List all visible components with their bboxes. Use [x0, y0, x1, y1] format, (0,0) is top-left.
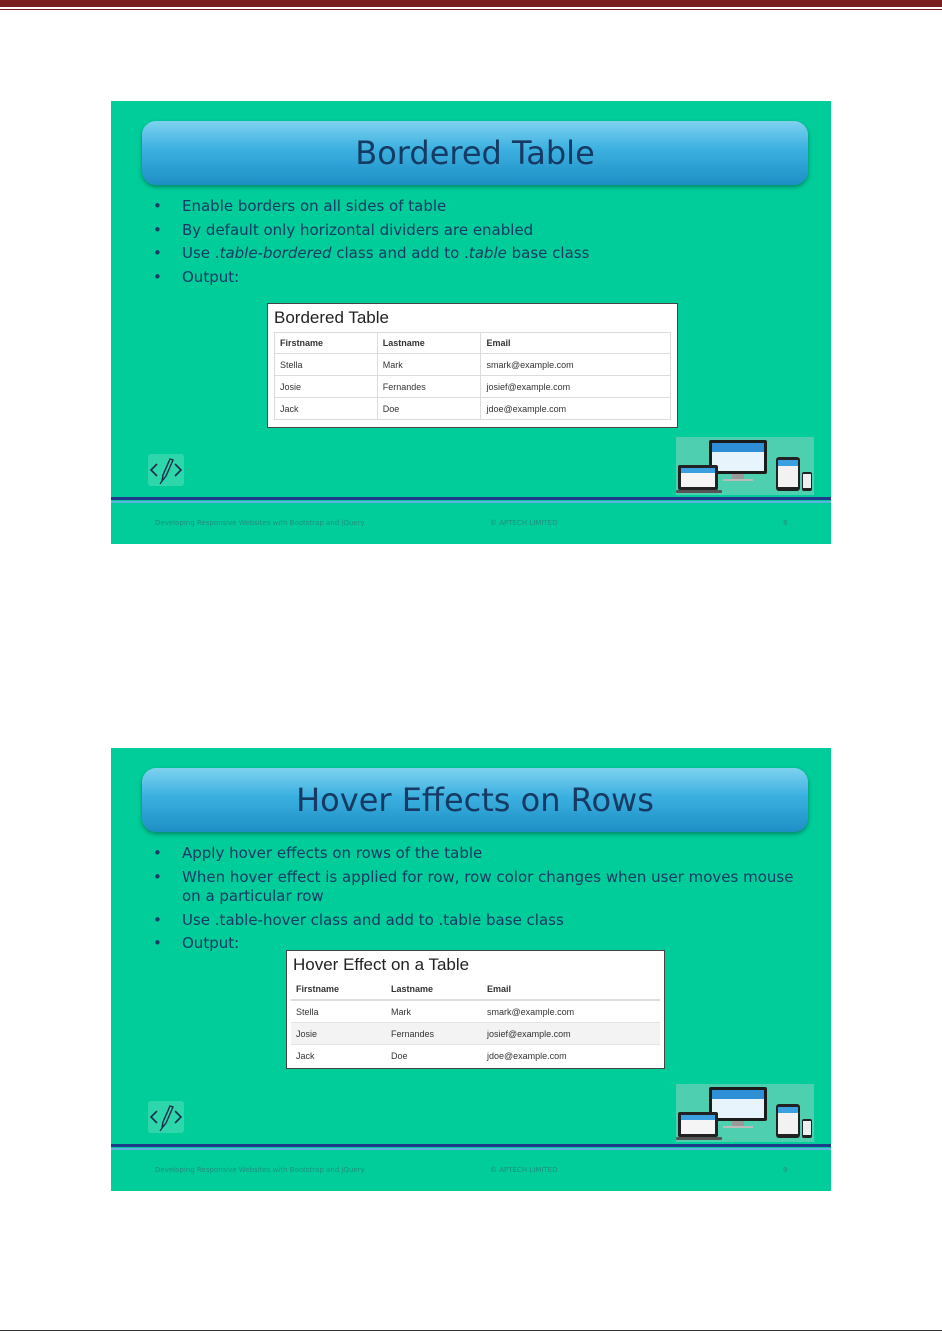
- slide-bordered-table: [111, 101, 831, 544]
- bullet-text: Enable borders on all sides of table: [182, 197, 447, 215]
- table-cell: Mark: [386, 1000, 482, 1023]
- bullet-list: [153, 197, 803, 291]
- bullet-text: class and add to .: [331, 244, 469, 262]
- hover-table: [291, 979, 660, 1066]
- footer-course-title: Developing Responsive Websites with Bootstrap and jQuery: [155, 1166, 365, 1174]
- responsive-devices-icon: [676, 437, 814, 495]
- bordered-table: [274, 332, 671, 420]
- table-row: [275, 398, 671, 420]
- bullet-text: When hover effect is applied for row, row color changes when user moves mouse on a particular row: [182, 867, 794, 905]
- bullet-item: [153, 197, 803, 217]
- bullet-text: Apply hover effects on rows of the table: [182, 844, 483, 862]
- column-header: Email: [482, 979, 660, 1000]
- table-row[interactable]: [291, 1045, 660, 1067]
- bullet-marker: •: [153, 934, 162, 952]
- output-table-title: Hover Effect on a Table: [293, 955, 470, 974]
- code-pen-icon: [148, 1101, 184, 1133]
- bullet-item: [153, 221, 803, 241]
- bullet-text: Output:: [182, 934, 240, 952]
- table-cell: Josie: [275, 376, 378, 398]
- footer-divider: [111, 497, 831, 500]
- table-cell: Stella: [291, 1000, 386, 1023]
- bullet-text: Output:: [182, 267, 240, 286]
- column-header: Email: [481, 333, 671, 354]
- bullet-marker: •: [153, 267, 162, 286]
- bullet-list: [153, 844, 803, 958]
- bullet-marker: •: [153, 910, 162, 929]
- table-cell: Mark: [377, 354, 481, 376]
- table-cell: Fernandes: [386, 1023, 482, 1045]
- page-header-bar: [0, 0, 942, 7]
- slide-title-bar: [142, 121, 808, 185]
- table-header-row: [275, 333, 671, 354]
- table-cell: josief@example.com: [482, 1023, 660, 1045]
- slide-title-bar: [142, 768, 808, 832]
- footer-page-number: 9: [783, 1166, 788, 1174]
- table-header-row: [291, 979, 660, 1000]
- bullet-text: Use .: [182, 244, 220, 262]
- table-cell: Stella: [275, 354, 378, 376]
- bullet-text: Use .table-hover class and add to .table base class: [182, 910, 564, 929]
- slide-title: Bordered Table: [355, 134, 595, 172]
- footer-course-title: Developing Responsive Websites with Bootstrap and jQuery: [155, 519, 365, 527]
- table-row: [275, 376, 671, 398]
- table-row-hovered[interactable]: [291, 1023, 660, 1045]
- bullet-item: [153, 844, 803, 864]
- output-table-panel: [267, 303, 678, 428]
- bullet-item: [153, 911, 803, 931]
- table-row[interactable]: [291, 1000, 660, 1023]
- bullet-item: [153, 244, 803, 264]
- table-cell: Doe: [386, 1045, 482, 1067]
- bullet-marker: •: [153, 220, 162, 239]
- bullet-text: By default only horizontal dividers are enabled: [182, 220, 534, 239]
- output-table-title: Bordered Table: [274, 308, 389, 327]
- code-pen-icon: [148, 454, 184, 486]
- footer-divider: [111, 1144, 831, 1147]
- table-cell: Doe: [377, 398, 481, 420]
- table-cell: Jack: [275, 398, 378, 420]
- footer-copyright: © APTECH LIMITED: [490, 519, 558, 527]
- footer-divider-accent: [111, 501, 831, 503]
- table-cell: Josie: [291, 1023, 386, 1045]
- table-cell: josief@example.com: [481, 376, 671, 398]
- page-footer-rule: [0, 1330, 942, 1331]
- column-header: Lastname: [377, 333, 481, 354]
- footer-page-number: 8: [783, 519, 788, 527]
- responsive-devices-icon: [676, 1084, 814, 1142]
- page-header-rule: [0, 9, 942, 10]
- table-cell: smark@example.com: [482, 1000, 660, 1023]
- table-cell: Jack: [291, 1045, 386, 1067]
- table-cell: jdoe@example.com: [482, 1045, 660, 1067]
- table-cell: smark@example.com: [481, 354, 671, 376]
- bullet-text: table-bordered: [219, 244, 332, 262]
- bullet-marker: •: [153, 867, 162, 886]
- footer-copyright: © APTECH LIMITED: [490, 1166, 558, 1174]
- footer-divider-accent: [111, 1148, 831, 1150]
- slide-title: Hover Effects on Rows: [296, 781, 654, 819]
- column-header: Firstname: [275, 333, 378, 354]
- bullet-text: base class: [506, 244, 590, 262]
- table-row: [275, 354, 671, 376]
- output-table-panel: [286, 950, 665, 1069]
- bullet-marker: •: [153, 844, 162, 862]
- column-header: Lastname: [386, 979, 482, 1000]
- table-cell: Fernandes: [377, 376, 481, 398]
- bullet-item: [153, 868, 803, 907]
- bullet-marker: •: [153, 197, 162, 215]
- bullet-marker: •: [153, 244, 162, 262]
- column-header: Firstname: [291, 979, 386, 1000]
- table-cell: jdoe@example.com: [481, 398, 671, 420]
- slide-hover-effects: [111, 748, 831, 1191]
- bullet-item: [153, 268, 803, 288]
- bullet-text: table: [468, 244, 507, 262]
